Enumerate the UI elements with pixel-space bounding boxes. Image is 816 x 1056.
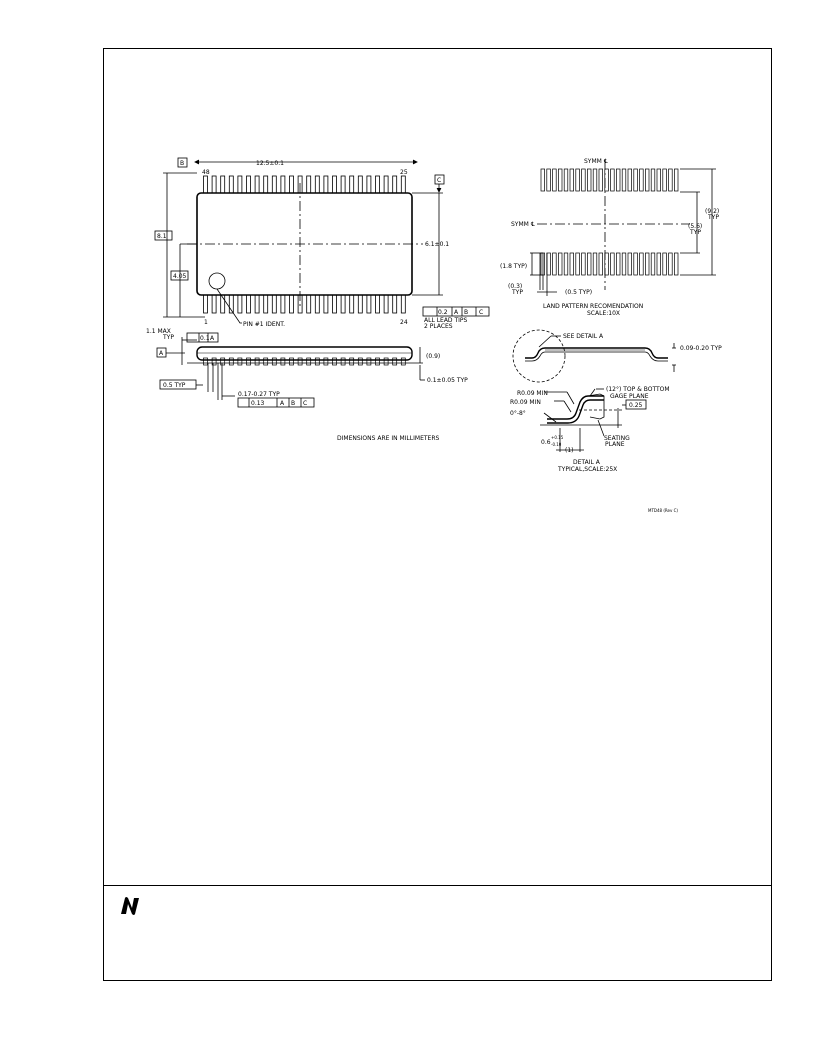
- land-pad-top: [541, 169, 545, 191]
- top-lead: [204, 176, 208, 193]
- land-pad-top: [663, 169, 667, 191]
- top-lead: [367, 176, 371, 193]
- side-lead: [204, 358, 208, 365]
- seating-plane-label: PLANE: [605, 441, 625, 448]
- land-pad-bottom: [611, 253, 615, 275]
- lead-tip-ref-c: C: [479, 309, 484, 316]
- land-pad-bottom: [674, 253, 678, 275]
- side-lead: [238, 358, 242, 365]
- land-0-3-typ: TYP: [512, 289, 523, 296]
- lead-tip-ref-b: B: [464, 309, 469, 316]
- lead-tip-ref-a: A: [454, 309, 459, 316]
- land-pad-top: [669, 169, 673, 191]
- detail-a-scale: TYPICAL,SCALE:25X: [558, 466, 618, 473]
- footer-rule: [103, 885, 772, 886]
- flatness-value: 0.1: [200, 335, 210, 342]
- land-pad-top: [570, 169, 574, 191]
- side-lead: [333, 358, 337, 365]
- detail-a-title: DETAIL A: [573, 459, 600, 466]
- max-height-label: 1.1 MAX: [146, 328, 171, 335]
- land-pad-top: [553, 169, 557, 191]
- land-pad-top: [587, 169, 591, 191]
- top-lead: [281, 176, 285, 193]
- land-pad-bottom: [564, 253, 568, 275]
- land-pad-bottom: [628, 253, 632, 275]
- foot-tol-plus: +0.15: [551, 435, 564, 440]
- bottom-lead: [367, 295, 371, 313]
- land-pad-top: [576, 169, 580, 191]
- top-lead: [229, 176, 233, 193]
- land-pad-top: [628, 169, 632, 191]
- total-width-dimension: 8.1: [157, 233, 167, 240]
- top-lead: [393, 176, 397, 193]
- land-5-6-dimension: (5.6): [688, 223, 703, 230]
- position-ref-c: C: [303, 400, 308, 407]
- gage-plane-label: GAGE PLANE: [610, 393, 649, 400]
- land-pad-top: [564, 169, 568, 191]
- seating-label: SEATING: [604, 435, 630, 442]
- top-lead: [221, 176, 225, 193]
- datum-a-label: A: [159, 350, 164, 357]
- land-0-3-dimension: (0.3): [508, 283, 523, 290]
- foot-tol-minus: -0.10: [551, 442, 562, 447]
- land-pad-bottom: [663, 253, 667, 275]
- top-lead: [238, 176, 242, 193]
- top-lead: [212, 176, 216, 193]
- side-lead: [315, 358, 319, 365]
- top-lead: [358, 176, 362, 193]
- bottom-lead: [307, 295, 311, 313]
- datum-c-label: C: [437, 177, 442, 184]
- land-pad-top: [558, 169, 562, 191]
- land-pad-bottom: [593, 253, 597, 275]
- land-0-5-dimension: (0.5 TYP): [565, 289, 593, 296]
- land-pad-top: [611, 169, 615, 191]
- land-pad-bottom: [622, 253, 626, 275]
- land-pad-bottom: [669, 253, 673, 275]
- bottom-lead: [333, 295, 337, 313]
- half-width-dimension: 4.05: [173, 273, 187, 280]
- bottom-lead: [247, 295, 251, 313]
- symm-top-label: SYMM: [584, 158, 602, 165]
- land-pad-top: [674, 169, 678, 191]
- datum-b-label: B: [180, 160, 185, 167]
- pin-24-label: 24: [400, 319, 408, 326]
- see-detail-label: SEE DETAIL A: [563, 333, 604, 340]
- national-semiconductor-logo: [118, 893, 142, 919]
- width-dimension: 6.1±0.1: [425, 241, 450, 248]
- symm-left-cl: ℄: [531, 221, 535, 228]
- lead-thickness-dimension: 0.09-0.20 TYP: [680, 345, 722, 352]
- side-lead: [247, 358, 251, 365]
- land-pad-top: [593, 169, 597, 191]
- land-9-2-dimension: (9.2): [705, 208, 720, 215]
- land-pad-top: [599, 169, 603, 191]
- pin-48-label: 48: [202, 169, 210, 176]
- side-leads: [204, 358, 406, 365]
- top-lead: [384, 176, 388, 193]
- bottom-lead: [350, 295, 354, 313]
- drawing-labels: [146, 158, 722, 513]
- bottom-lead: [393, 295, 397, 313]
- land-pad-bottom: [599, 253, 603, 275]
- pin-25-label: 25: [400, 169, 408, 176]
- top-lead: [255, 176, 259, 193]
- land-pad-top: [657, 169, 661, 191]
- bottom-lead: [238, 295, 242, 313]
- land-pad-bottom: [640, 253, 644, 275]
- side-lead: [255, 358, 259, 365]
- land-pattern-title: LAND PATTERN RECOMENDATION: [543, 303, 644, 310]
- bottom-lead: [376, 295, 380, 313]
- side-lead: [358, 358, 362, 365]
- foot-angle: 0°-8°: [510, 410, 526, 417]
- bottom-lead: [290, 295, 294, 313]
- bottom-lead: [204, 295, 208, 313]
- position-ref-a: A: [280, 400, 285, 407]
- side-lead: [401, 358, 405, 365]
- bottom-lead: [358, 295, 362, 313]
- lead-tip-tolerance: 0.2: [438, 309, 448, 316]
- land-pad-bottom: [657, 253, 661, 275]
- top-lead: [290, 176, 294, 193]
- top-lead: [350, 176, 354, 193]
- two-places-note: 2 PLACES: [424, 323, 453, 330]
- bottom-lead: [324, 295, 328, 313]
- position-tolerance: 0.13: [251, 400, 265, 407]
- body-thickness: (0.9): [426, 353, 441, 360]
- drawing-id: MTD48 (Rev C): [648, 508, 678, 513]
- bottom-lead: [401, 295, 405, 313]
- side-lead: [324, 358, 328, 365]
- land-pads: [541, 169, 678, 275]
- pitch-dimension: 0.5 TYP: [163, 382, 186, 389]
- side-lead: [290, 358, 294, 365]
- side-view: [157, 333, 425, 407]
- land-pad-top: [547, 169, 551, 191]
- land-pad-top: [645, 169, 649, 191]
- land-pad-top: [634, 169, 638, 191]
- lead-width-dimension: 0.17-0.27 TYP: [238, 391, 280, 398]
- side-lead: [281, 358, 285, 365]
- bottom-lead: [212, 295, 216, 313]
- top-lead: [376, 176, 380, 193]
- symm-top-cl: ℄: [604, 158, 608, 165]
- land-pad-top: [616, 169, 620, 191]
- land-9-2-typ: TYP: [708, 214, 719, 221]
- land-5-6-typ: TYP: [690, 229, 701, 236]
- land-pattern-scale: SCALE:10X: [587, 310, 621, 317]
- land-pad-bottom: [576, 253, 580, 275]
- land-pad-top: [582, 169, 586, 191]
- gage-plane-value: 0.25: [629, 402, 643, 409]
- land-pad-bottom: [570, 253, 574, 275]
- position-ref-b: B: [291, 400, 296, 407]
- bottom-lead: [272, 295, 276, 313]
- side-lead: [307, 358, 311, 365]
- side-lead: [376, 358, 380, 365]
- max-height-typ: TYP: [163, 334, 174, 341]
- all-lead-tips-note: ALL LEAD TIPS: [424, 317, 468, 324]
- length-dimension: 12.5±0.1: [256, 160, 284, 167]
- land-pad-top: [622, 169, 626, 191]
- side-lead: [229, 358, 233, 365]
- bottom-lead: [255, 295, 259, 313]
- land-pad-bottom: [634, 253, 638, 275]
- pin1-ident-label: PIN #1 IDENT.: [243, 321, 286, 328]
- land-pad-bottom: [616, 253, 620, 275]
- top-lead: [272, 176, 276, 193]
- side-lead: [350, 358, 354, 365]
- side-lead: [264, 358, 268, 365]
- land-pad-bottom: [558, 253, 562, 275]
- standoff-dimension: 0.1±0.05 TYP: [427, 377, 468, 384]
- side-lead: [341, 358, 345, 365]
- flatness-ref: A: [210, 335, 215, 342]
- side-lead: [221, 358, 225, 365]
- top-lead: [315, 176, 319, 193]
- land-pad-bottom: [553, 253, 557, 275]
- bottom-lead: [264, 295, 268, 313]
- land-pad-bottom: [587, 253, 591, 275]
- top-lead: [264, 176, 268, 193]
- pin-1-label: 1: [204, 319, 208, 326]
- top-lead: [324, 176, 328, 193]
- top-lead: [401, 176, 405, 193]
- land-pad-top: [640, 169, 644, 191]
- dimensions-note: DIMENSIONS ARE IN MILLIMETERS: [337, 435, 440, 442]
- r-min-label-2: R0.09 MIN: [510, 399, 541, 406]
- land-pad-bottom: [582, 253, 586, 275]
- bottom-lead: [315, 295, 319, 313]
- bottom-lead: [341, 295, 345, 313]
- foot-reference: (1): [565, 447, 574, 454]
- top-lead: [333, 176, 337, 193]
- land-pad-bottom: [651, 253, 655, 275]
- bottom-lead: [281, 295, 285, 313]
- top-lead: [247, 176, 251, 193]
- top-lead: [307, 176, 311, 193]
- land-pad-top: [651, 169, 655, 191]
- bottom-lead: [384, 295, 388, 313]
- top-leads: [204, 176, 406, 193]
- symm-left-label: SYMM: [511, 221, 529, 228]
- side-lead: [393, 358, 397, 365]
- top-lead: [341, 176, 345, 193]
- side-lead: [272, 358, 276, 365]
- land-pad-bottom: [645, 253, 649, 275]
- top-bottom-angle: (12°) TOP & BOTTOM: [606, 386, 670, 393]
- r-min-label-1: R0.09 MIN: [517, 390, 548, 397]
- side-lead: [367, 358, 371, 365]
- side-lead: [298, 358, 302, 365]
- side-lead: [384, 358, 388, 365]
- land-1-8-dimension: (1.8 TYP): [500, 263, 528, 270]
- bottom-leads: [204, 295, 406, 313]
- foot-length: 0.6: [541, 439, 551, 446]
